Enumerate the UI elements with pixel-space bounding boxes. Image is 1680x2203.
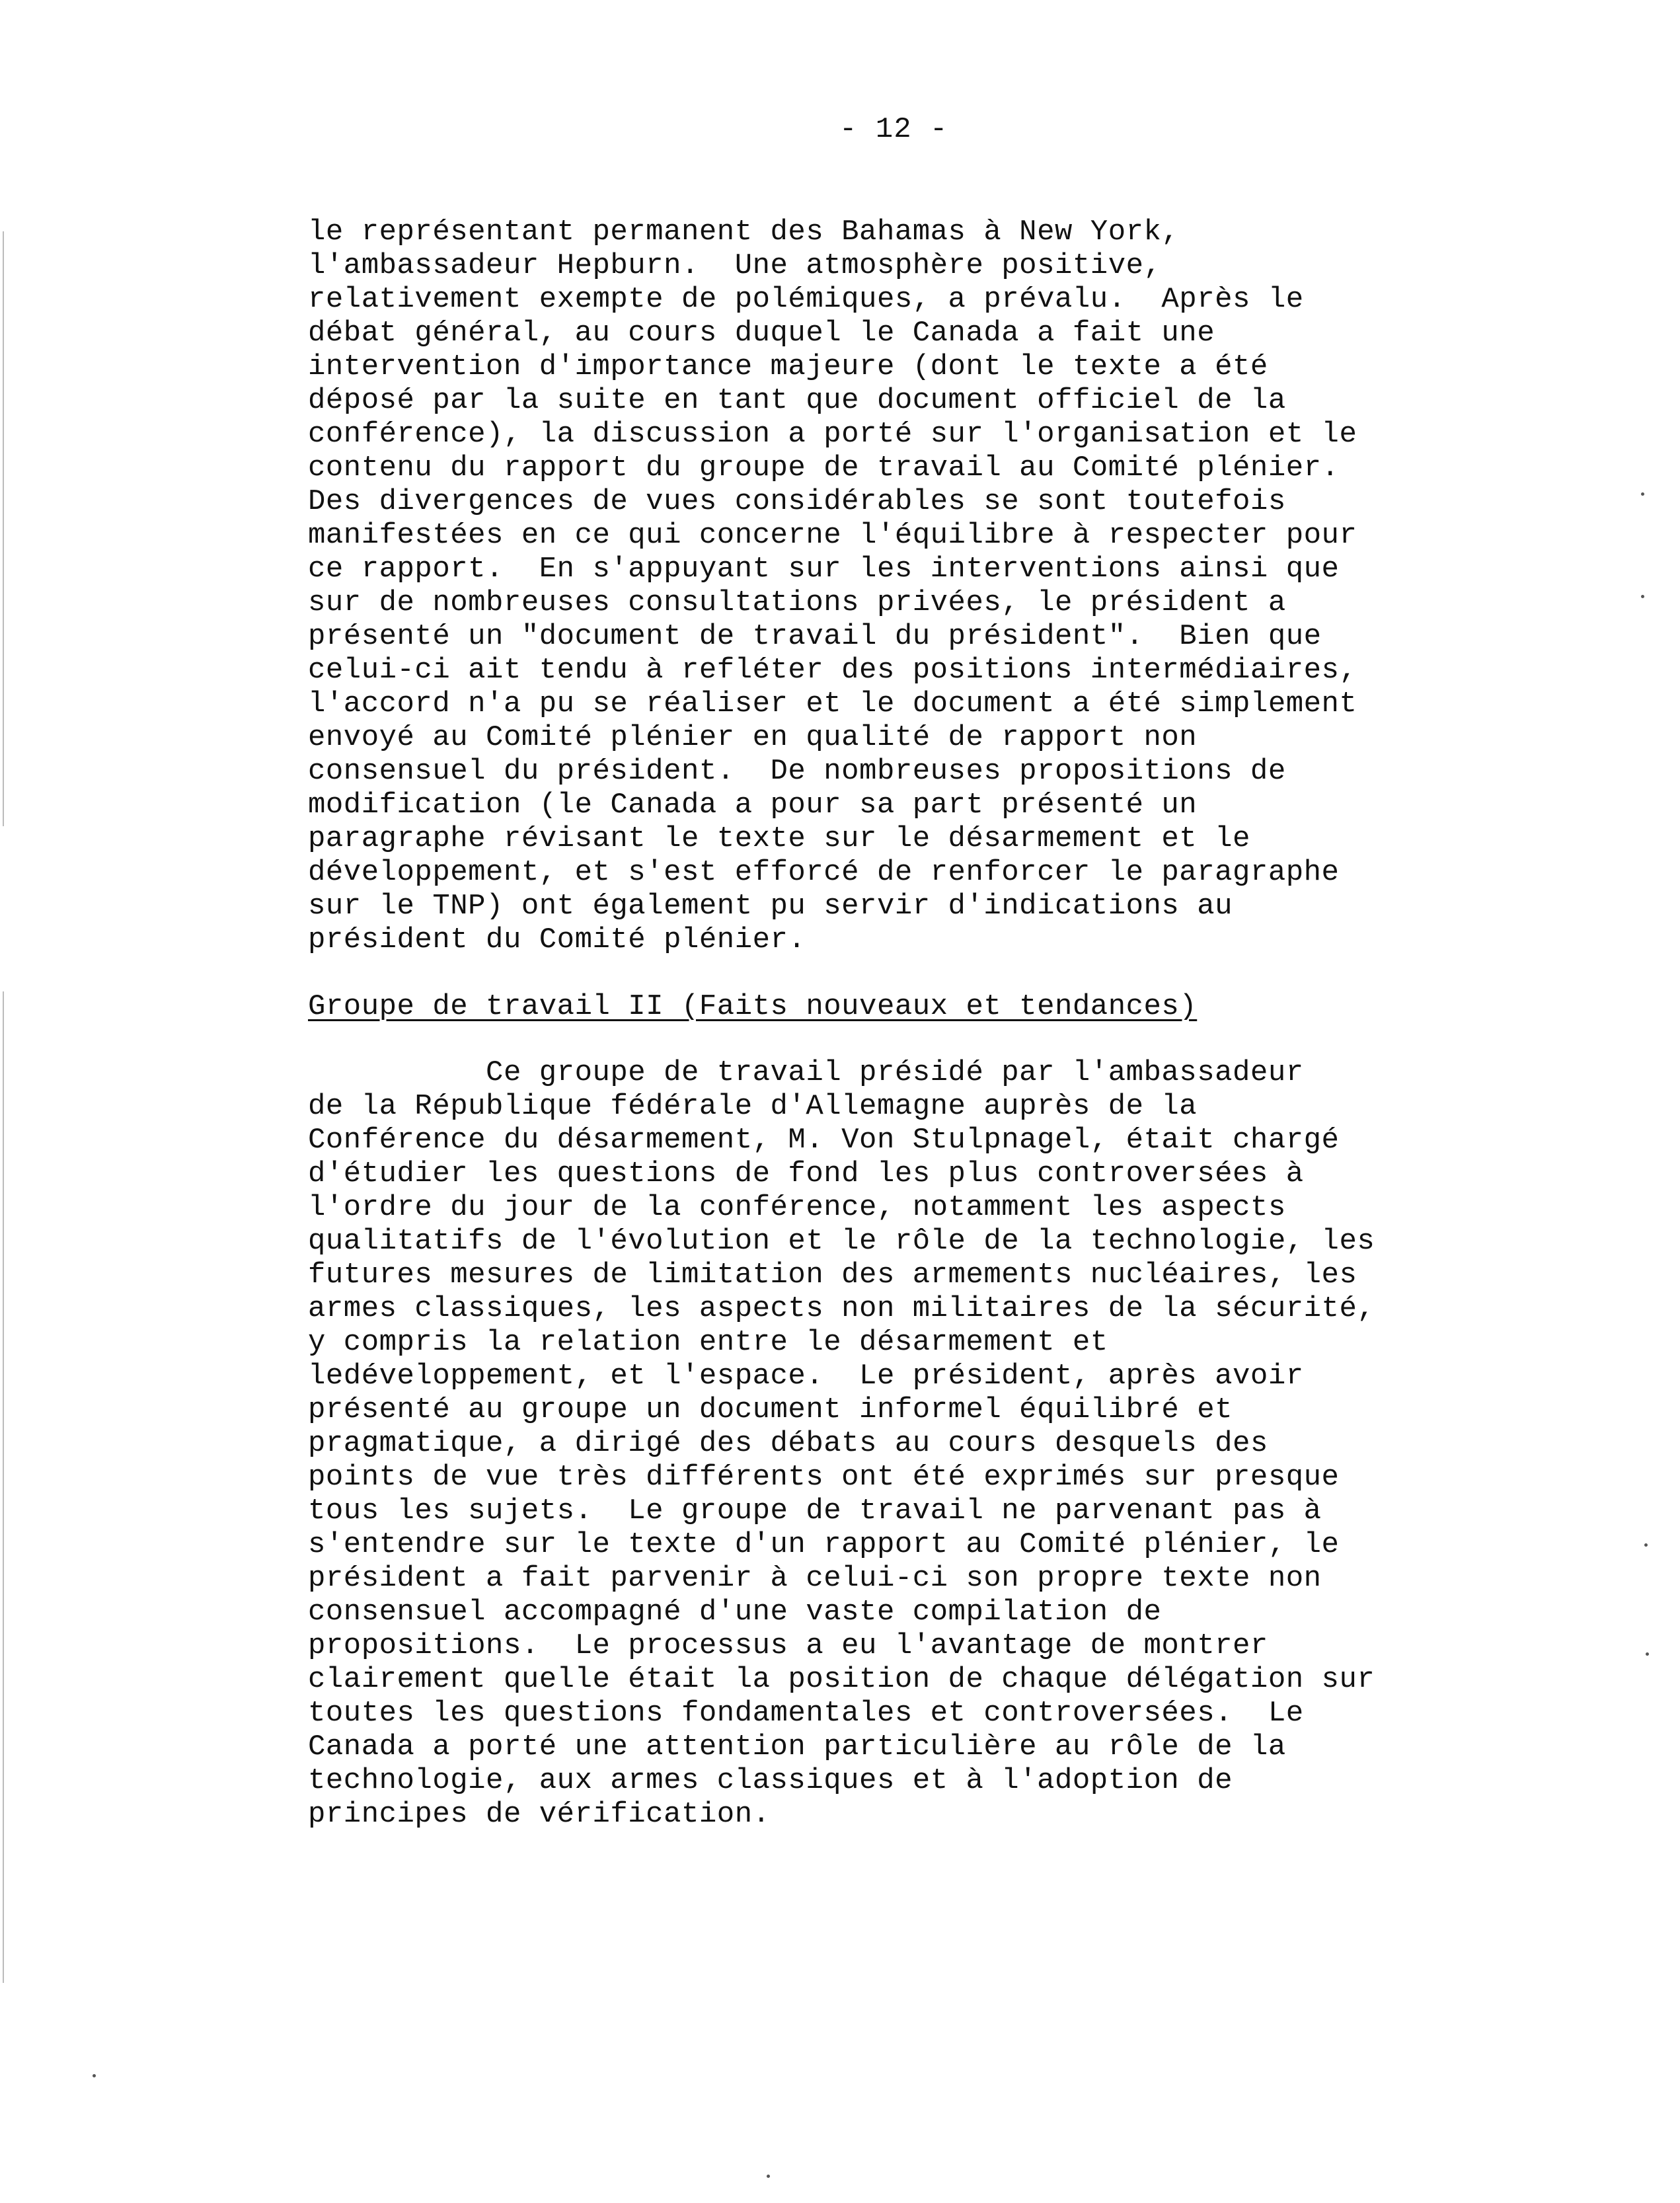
scan-edge <box>3 231 4 826</box>
page-number: - 12 - <box>839 113 948 146</box>
text-line: relativement exempte de polémiques, a prévalu. Après le <box>308 283 1304 316</box>
scan-speck <box>1641 492 1644 496</box>
text-line: clairement quelle était la position de chaque délégation sur <box>308 1663 1375 1696</box>
text-line: l'accord n'a pu se réaliser et le document a été simplement <box>308 687 1357 720</box>
text-line: Canada a porté une attention particulière au rôle de la <box>308 1730 1286 1763</box>
text-line: Des divergences de vues considérables se sont toutefois <box>308 485 1286 518</box>
text-line: consensuel du président. De nombreuses propositions de <box>308 755 1286 788</box>
text-line: qualitatifs de l'évolution et le rôle de la technologie, les <box>308 1225 1375 1258</box>
text-line: tous les sujets. Le groupe de travail ne parvenant pas à <box>308 1494 1322 1527</box>
paragraph-working-group-1 <box>308 215 1357 957</box>
text-line: modification (le Canada a pour sa part présenté un <box>308 789 1198 822</box>
text-line: ledéveloppement, et l'espace. Le président, après avoir <box>308 1360 1304 1393</box>
section-heading-working-group-2: Groupe de travail II (Faits nouveaux et tendances) <box>308 990 1198 1023</box>
text-line: l'ambassadeur Hepburn. Une atmosphère positive, <box>308 249 1162 282</box>
text-line: sur de nombreuses consultations privées, le président a <box>308 586 1286 619</box>
scan-speck <box>93 2074 96 2077</box>
text-line: conférence), la discussion a porté sur l'organisation et le <box>308 418 1357 451</box>
text-line: points de vue très différents ont été exprimés sur presque <box>308 1461 1340 1494</box>
scan-edge <box>3 991 4 1983</box>
text-line: principes de vérification. <box>308 1798 771 1831</box>
text-line: débat général, au cours duquel le Canada a fait une <box>308 317 1215 350</box>
text-line: présenté un "document de travail du président". Bien que <box>308 620 1322 653</box>
text-line: envoyé au Comité plénier en qualité de rapport non <box>308 721 1198 754</box>
text-line: Ce groupe de travail présidé par l'ambassadeur <box>308 1056 1304 1089</box>
text-line: technologie, aux armes classiques et à l'adoption de <box>308 1764 1233 1797</box>
text-line: le représentant permanent des Bahamas à New York, <box>308 215 1180 249</box>
text-line: armes classiques, les aspects non militaires de la sécurité, <box>308 1292 1375 1325</box>
text-line: président a fait parvenir à celui-ci son propre texte non <box>308 1562 1322 1595</box>
text-line: propositions. Le processus a eu l'avantage de montrer <box>308 1629 1268 1662</box>
text-line: d'étudier les questions de fond les plus controversées à <box>308 1157 1304 1190</box>
text-line: paragraphe révisant le texte sur le désarmement et le <box>308 822 1250 855</box>
text-line: Conférence du désarmement, M. Von Stulpnagel, était chargé <box>308 1124 1340 1157</box>
text-line: de la République fédérale d'Allemagne auprès de la <box>308 1090 1198 1123</box>
text-line: celui-ci ait tendu à refléter des positions intermédiaires, <box>308 654 1357 687</box>
text-line: consensuel accompagné d'une vaste compilation de <box>308 1596 1162 1629</box>
text-line: futures mesures de limitation des armements nucléaires, les <box>308 1258 1357 1292</box>
scan-speck <box>767 2175 770 2178</box>
text-line: contenu du rapport du groupe de travail au Comité plénier. <box>308 451 1340 484</box>
text-line: ce rapport. En s'appuyant sur les interventions ainsi que <box>308 553 1340 586</box>
text-line: pragmatique, a dirigé des débats au cours desquels des <box>308 1427 1268 1460</box>
text-line: s'entendre sur le texte d'un rapport au Comité plénier, le <box>308 1528 1340 1561</box>
text-line: l'ordre du jour de la conférence, notamment les aspects <box>308 1191 1286 1224</box>
text-line: manifestées en ce qui concerne l'équilibre à respecter pour <box>308 519 1357 552</box>
scan-speck <box>1644 1543 1648 1547</box>
text-line: y compris la relation entre le désarmement et <box>308 1326 1108 1359</box>
text-line: développement, et s'est efforcé de renforcer le paragraphe <box>308 856 1340 889</box>
text-line: déposé par la suite en tant que document officiel de la <box>308 384 1286 417</box>
paragraph-working-group-2 <box>308 1056 1375 1832</box>
text-line: toutes les questions fondamentales et controversées. Le <box>308 1697 1304 1730</box>
scan-speck <box>1641 595 1644 598</box>
text-line: intervention d'importance majeure (dont le texte a été <box>308 350 1268 383</box>
text-line: président du Comité plénier. <box>308 923 806 956</box>
text-line: présenté au groupe un document informel équilibré et <box>308 1393 1233 1426</box>
scan-speck <box>1646 1652 1649 1656</box>
text-line: sur le TNP) ont également pu servir d'indications au <box>308 890 1233 923</box>
